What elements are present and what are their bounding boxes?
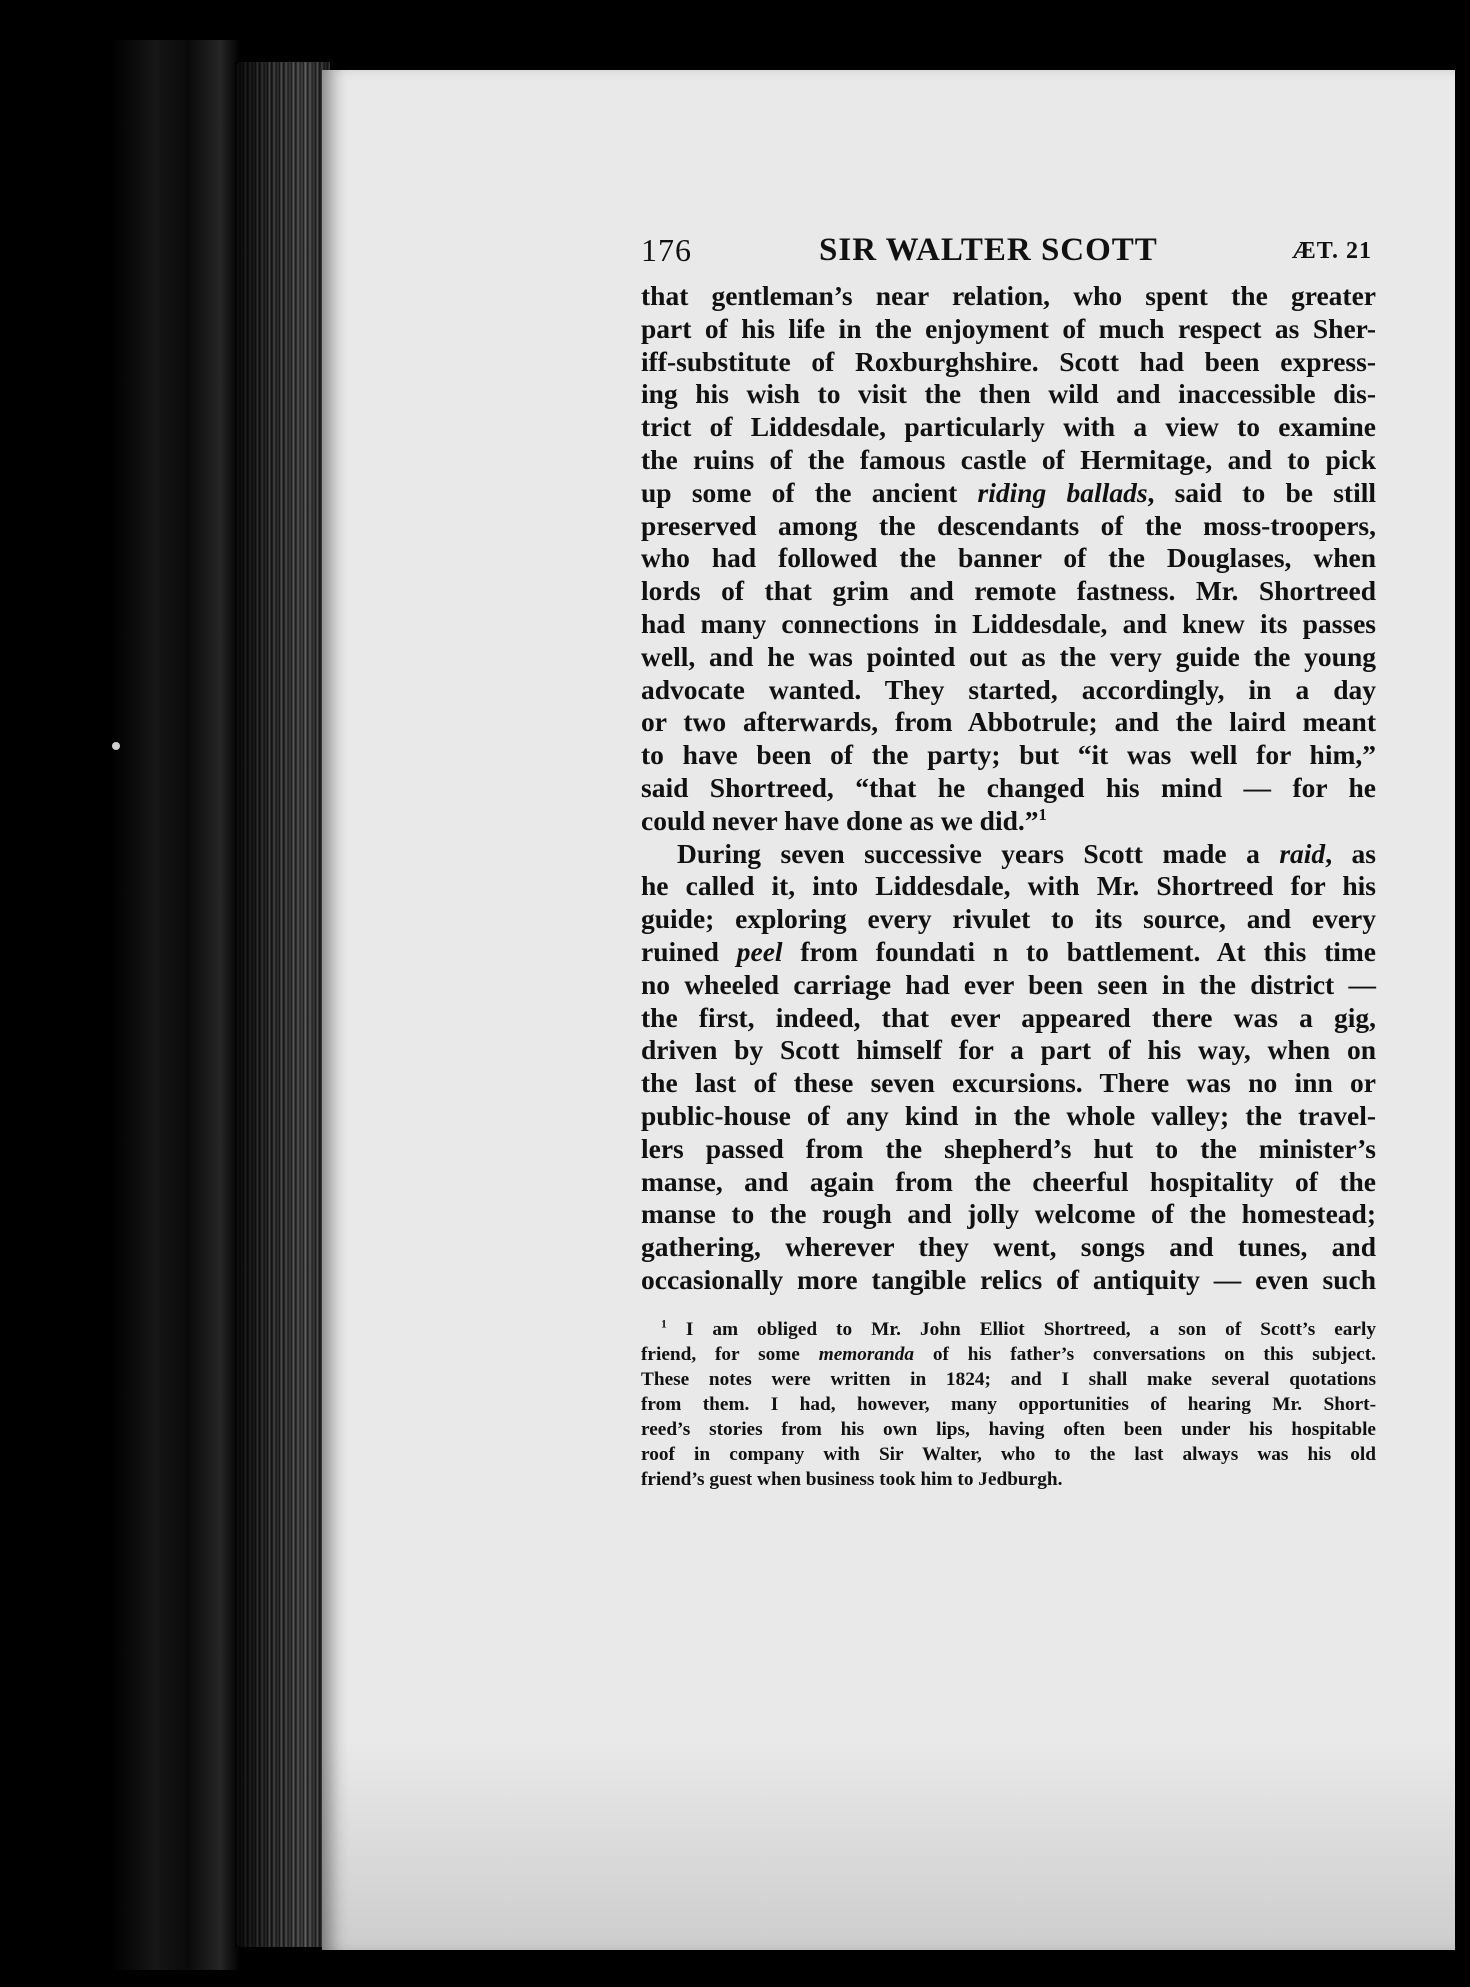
text-line: well, and he was pointed out as the very guide the young bbox=[641, 640, 1376, 672]
text-line: the ruins of the famous castle of Hermitage, and to pick bbox=[641, 443, 1376, 475]
text-line: trict of Liddesdale, particularly with a view to examine bbox=[641, 411, 1376, 443]
text-line: had many connections in Liddesdale, and knew its passes bbox=[641, 607, 1376, 639]
dust-speck bbox=[112, 742, 120, 750]
text-line: the first, indeed, that ever appeared there was a gig, bbox=[641, 1001, 1376, 1033]
text-run: up some of the ancient bbox=[641, 476, 978, 508]
running-head-title: SIR WALTER SCOTT bbox=[819, 232, 1158, 268]
text-line: to have been of the party; but “it was well for him,” bbox=[641, 739, 1376, 771]
text-line bbox=[641, 805, 1376, 838]
text-line: he called it, into Liddesdale, with Mr. Shortreed for his bbox=[641, 870, 1376, 902]
text-line: that gentleman’s near relation, who spent the greater bbox=[641, 280, 1376, 311]
book-binding bbox=[110, 40, 240, 1970]
text-run: I am obliged to Mr. John Elliot Shortreed, a son of Scott’s early bbox=[685, 1318, 1376, 1340]
footnote-marker: 1 bbox=[661, 1317, 667, 1331]
paragraph-1 bbox=[641, 280, 1376, 838]
text-line: manse to the rough and jolly welcome of the homestead; bbox=[641, 1198, 1376, 1230]
text-run: During seven successive years Scott made a bbox=[677, 837, 1280, 869]
running-head-age: ÆT. 21 bbox=[1291, 238, 1372, 264]
footnote-line: roof in company with Sir Walter, who to the last always was his old bbox=[641, 1443, 1376, 1465]
text-line bbox=[641, 936, 1376, 969]
text-run: ruined bbox=[641, 935, 737, 967]
text-line: ing his wish to visit the then wild and inaccessible dis- bbox=[641, 378, 1376, 410]
footnote-line: friend’s guest when business took him to Jedburgh. bbox=[641, 1468, 1063, 1490]
text-line: iff-substitute of Roxburghshire. Scott had been express- bbox=[641, 345, 1376, 377]
text-line: part of his life in the enjoyment of much respect as Sher- bbox=[641, 312, 1376, 344]
text-line: driven by Scott himself for a part of his way, when on bbox=[641, 1034, 1376, 1066]
text-line bbox=[641, 477, 1376, 510]
text-line: who had followed the banner of the Douglases, when bbox=[641, 542, 1376, 574]
text-run: from foundati n to battlement. At this time bbox=[782, 935, 1376, 967]
running-head bbox=[641, 228, 1376, 280]
text-line: lords of that grim and remote fastness. Mr. Shortreed bbox=[641, 575, 1376, 607]
text-line: manse, and again from the cheerful hospitality of the bbox=[641, 1165, 1376, 1197]
text-line: guide; exploring every rivulet to its source, and every bbox=[641, 903, 1376, 935]
text-line: preserved among the descendants of the moss-troopers, bbox=[641, 509, 1376, 541]
text-run: could never have done as we did.” bbox=[641, 804, 1039, 836]
footnote-ref: 1 bbox=[1038, 804, 1047, 824]
paragraph-2 bbox=[641, 838, 1376, 1297]
text-line: or two afterwards, from Abbotrule; and the laird meant bbox=[641, 706, 1376, 738]
text-line: no wheeled carriage had ever been seen in the district — bbox=[641, 968, 1376, 1000]
footnote bbox=[641, 1317, 1376, 1492]
page-number: 176 bbox=[641, 232, 692, 268]
text-line bbox=[641, 838, 1376, 871]
text-run: of his father’s conversations on this subject. bbox=[914, 1343, 1376, 1365]
page-content bbox=[641, 228, 1376, 1492]
text-line: said Shortreed, “that he changed his mind — for he bbox=[641, 771, 1376, 803]
text-run: , said to be still bbox=[1147, 476, 1376, 508]
page-shadow bbox=[322, 1740, 1455, 1950]
italic-text: memoranda bbox=[818, 1343, 915, 1365]
italic-text: peel bbox=[736, 935, 783, 967]
text-line: lers passed from the shepherd’s hut to the minister’s bbox=[641, 1132, 1376, 1164]
footnote-line: from them. I had, however, many opportunities of hearing Mr. Short- bbox=[641, 1393, 1376, 1415]
footnote-line bbox=[641, 1317, 1376, 1342]
italic-text: riding ballads bbox=[977, 476, 1148, 508]
footnote-line: These notes were written in 1824; and I shall make several quotations bbox=[641, 1368, 1376, 1390]
text-line: gathering, wherever they went, songs and tunes, and bbox=[641, 1231, 1376, 1263]
footnote-line: reed’s stories from his own lips, having often been under his hospitable bbox=[641, 1418, 1376, 1440]
footnote-line bbox=[641, 1342, 1376, 1367]
text-line: advocate wanted. They started, accordingly, in a day bbox=[641, 673, 1376, 705]
page-edges bbox=[235, 62, 330, 1947]
text-run: friend, for some bbox=[641, 1343, 819, 1365]
text-run: , as bbox=[1325, 837, 1377, 869]
text-line: occasionally more tangible relics of antiquity — even such bbox=[641, 1263, 1376, 1295]
italic-text: raid bbox=[1279, 837, 1326, 869]
footnote-gap bbox=[641, 1297, 1376, 1317]
text-line: the last of these seven excursions. There was no inn or bbox=[641, 1067, 1376, 1099]
text-line: public-house of any kind in the whole valley; the travel- bbox=[641, 1099, 1376, 1131]
